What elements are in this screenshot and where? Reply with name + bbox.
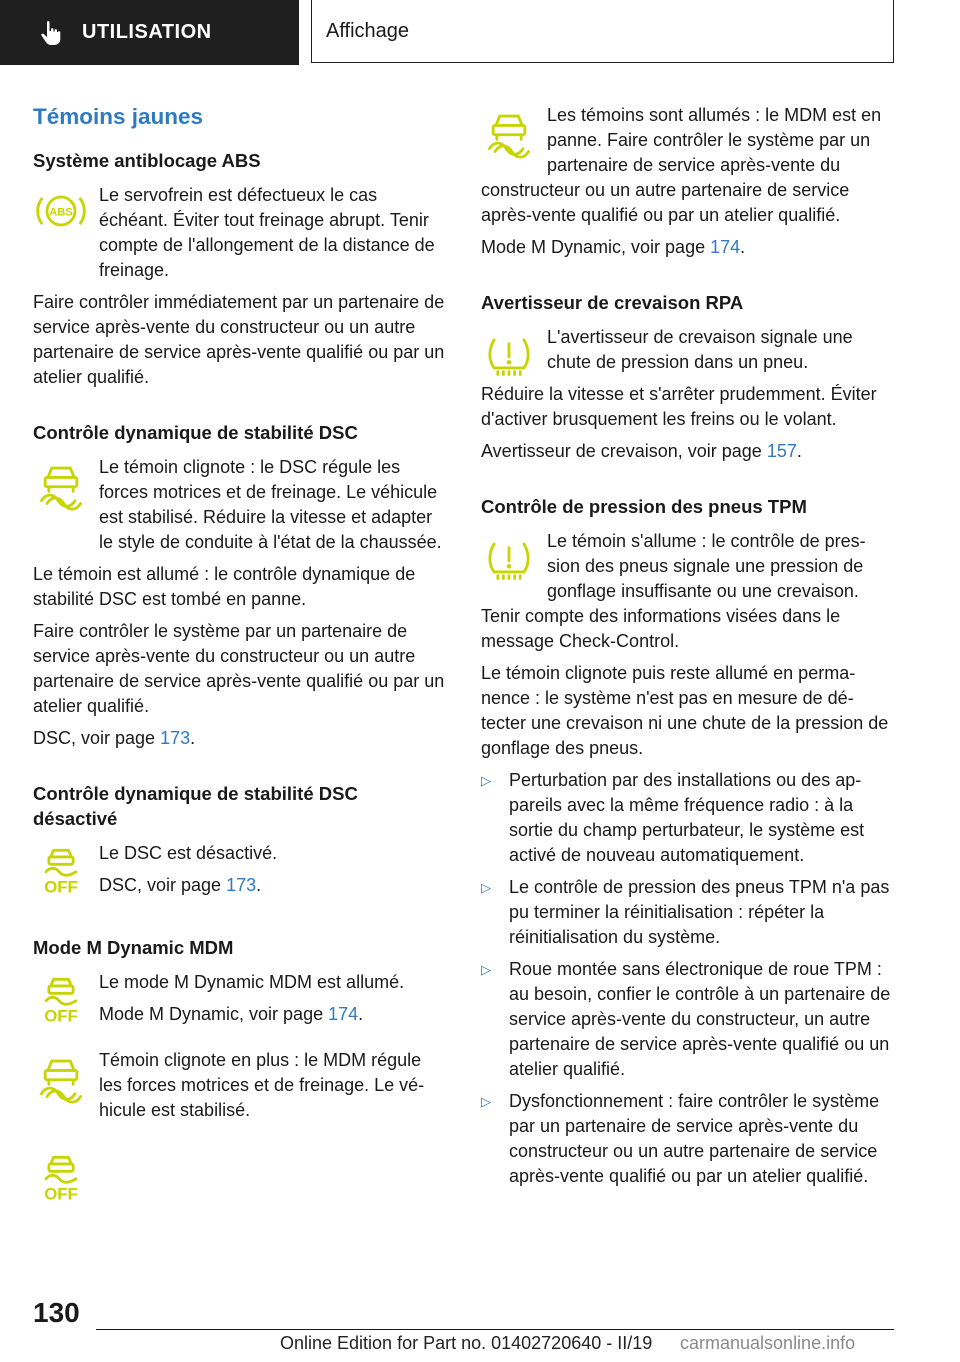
triangle-bullet-icon: ▷ bbox=[481, 962, 491, 977]
right-column bbox=[481, 103, 891, 1196]
dsc-block bbox=[33, 420, 445, 751]
abs-icon-text: Le servofrein est défectueux le cas échéant. Éviter tout freinage abrupt. Tenir compte de l'allongement de la distance de freinage. bbox=[99, 185, 435, 280]
mdm-block bbox=[33, 935, 445, 1204]
tpm-bullet-item bbox=[481, 768, 891, 868]
header-chapter-tab bbox=[311, 0, 894, 63]
dsc-off-block bbox=[33, 781, 445, 905]
dsc-off-icon bbox=[33, 841, 89, 897]
mdm-fail-off-icon bbox=[33, 1148, 89, 1204]
tpm-bullet-item bbox=[481, 957, 891, 1082]
dsc-page-link[interactable]: 173 bbox=[160, 728, 191, 748]
mdm-fail-text: Les témoins sont allumés : le MDM est en panne. Faire contrôler le système par un partenaire de service après-vente du constructeur ou un autre partenaire de service après-vente qualifié ou par un atelier qualifié. bbox=[481, 105, 882, 225]
dsc-reference: DSC, voir page 173. bbox=[33, 728, 196, 748]
left-column bbox=[33, 100, 445, 1234]
tpm-bullet-item bbox=[481, 1089, 891, 1189]
mdm-blink-text: Témoin clignote en plus : le MDM régule les forces motrices et de freinage. Le véhicule est stabilisé. bbox=[99, 1050, 425, 1120]
mdm-fail-reference: Mode M Dynamic, voir page 174. bbox=[481, 237, 746, 257]
dsc-warning-icon bbox=[33, 455, 89, 511]
tpm-block bbox=[481, 494, 891, 1189]
tpm-bullet-text: Roue montée sans électronique de roue TPM : au besoin, confier le contrôle à un partenaire de service après-vente du constructeur, un autre partenaire de service après-vente qualifié ou un atelier qualifié. bbox=[509, 959, 891, 1079]
mdm-fail-block bbox=[481, 103, 891, 260]
section-title: Témoins jaunes bbox=[33, 104, 204, 129]
mdm-text: Le mode M Dynamic MDM est allumé. bbox=[99, 972, 405, 992]
footer-watermark: carmanualsonline.info bbox=[680, 1333, 856, 1353]
dsc-paragraph-1: Le témoin est allumé : le contrôle dynamique de stabilité DSC est tombé en panne. bbox=[33, 564, 416, 609]
tpm-paragraph: Le témoin clignote puis reste allumé en permanence : le système n'est pas en mesure de détecter une crevaison ni une chute de la pression de gonflage des pneus. bbox=[481, 663, 889, 758]
dsc-paragraph-2: Faire contrôler le système par un partenaire de service après-vente du constructeur ou un autre partenaire de service après-vente qualifié ou par un atelier qualifié. bbox=[33, 621, 445, 716]
dsc-icon-text: Le témoin clignote : le DSC régule les forces motrices et de freinage. Le véhicule est stabilisé. Réduire la vitesse et adapter le style de conduite à l'état de la chaussée. bbox=[99, 457, 442, 552]
rpa-page-link[interactable]: 157 bbox=[766, 441, 797, 461]
footer-divider bbox=[96, 1329, 894, 1330]
abs-paragraph: Faire contrôler immédiatement par un partenaire de service après-vente du constructeur ou un autre partenaire de service après-vente qualifié ou par un atelier qualifié. bbox=[33, 292, 445, 387]
tpm-tire-icon bbox=[481, 529, 537, 585]
triangle-bullet-icon: ▷ bbox=[481, 773, 491, 788]
mdm-fail-page-link[interactable]: 174 bbox=[710, 237, 741, 257]
dsc-off-page-link[interactable]: 173 bbox=[226, 875, 257, 895]
rpa-icon-text-1: L'avertisseur de crevaison signale une chute de pression dans un pneu. bbox=[547, 327, 853, 372]
header-chapter-title: Affichage bbox=[326, 19, 410, 42]
abs-warning-icon bbox=[33, 183, 89, 239]
mdm-reference: Mode M Dynamic, voir page 174. bbox=[99, 1004, 364, 1024]
tpm-bullet-text: Dysfonctionnement : faire contrôler le système par un partenaire de service après-vente du constructeur ou un autre partenaire de service après-vente qualifié ou par un atelier qualifié. bbox=[509, 1091, 880, 1186]
rpa-heading: Avertisseur de crevaison RPA bbox=[481, 292, 744, 313]
tpm-bullet-list bbox=[481, 768, 891, 1189]
mdm-heading: Mode M Dynamic MDM bbox=[33, 937, 234, 958]
tpm-bullet-text: Le contrôle de pression des pneus TPM n'a pas pu terminer la réinitialisation : répéter la réinitialisation du système. bbox=[509, 877, 890, 947]
abs-block bbox=[33, 148, 445, 390]
tpm-icon-text: Le témoin s'allume : le contrôle de pression des pneus signale une pression de gonflage insuffisante ou une crevaison. Tenir compte des informations visées dans le message Check-Control. bbox=[481, 531, 866, 651]
tpm-bullet-text: Perturbation par des installations ou des appareils avec la même fréquence radio : à la sortie du champ perturbateur, le système est activé de nouveau automatiquement. bbox=[509, 770, 865, 865]
tire-pressure-icon bbox=[481, 325, 537, 381]
dsc-off-heading: Contrôle dynamique de stabilité DSC désactivé bbox=[33, 783, 358, 829]
triangle-bullet-icon: ▷ bbox=[481, 880, 491, 895]
triangle-bullet-icon: ▷ bbox=[481, 1094, 491, 1109]
mdm-off-icon bbox=[33, 970, 89, 1026]
mdm-fail-dsc-icon bbox=[481, 103, 537, 159]
mdm-dsc-icon bbox=[33, 1048, 89, 1104]
page-number: 130 bbox=[33, 1297, 80, 1328]
mdm-page-link[interactable]: 174 bbox=[328, 1004, 359, 1024]
dsc-off-text: Le DSC est désactivé. bbox=[99, 843, 278, 863]
tpm-heading: Contrôle de pression des pneus TPM bbox=[481, 496, 807, 517]
hand-pointer-icon bbox=[40, 20, 62, 46]
header-section-tab bbox=[0, 0, 299, 65]
tpm-bullet-item bbox=[481, 875, 891, 950]
rpa-block bbox=[481, 290, 891, 464]
dsc-off-reference: DSC, voir page 173. bbox=[99, 875, 262, 895]
rpa-reference: Avertisseur de crevaison, voir page 157. bbox=[481, 441, 802, 461]
header-section-title: UTILISATION bbox=[82, 21, 212, 43]
footer-edition: Online Edition for Part no. 01402720640 - II/19 bbox=[280, 1333, 653, 1353]
abs-heading: Système antiblocage ABS bbox=[33, 150, 261, 171]
rpa-icon-text-2: Réduire la vitesse et s'arrêter prudemment. Éviter d'activer brusquement les freins ou le volant. bbox=[481, 384, 877, 429]
dsc-heading: Contrôle dynamique de stabilité DSC bbox=[33, 422, 358, 443]
